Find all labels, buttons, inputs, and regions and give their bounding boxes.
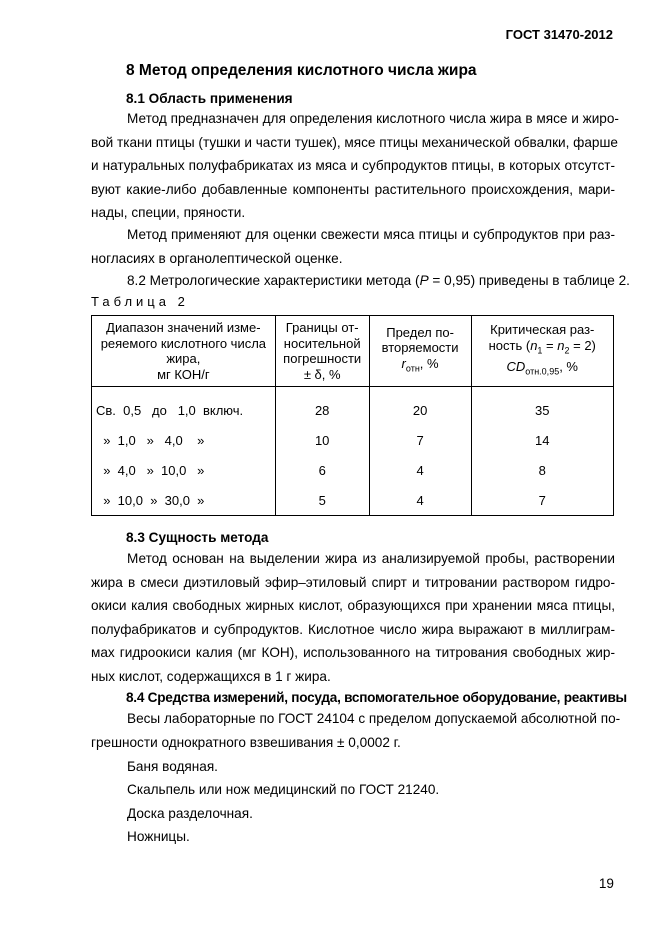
table-row xyxy=(92,455,614,485)
page-number: 19 xyxy=(598,876,614,891)
header-repeatability xyxy=(369,316,471,387)
header-line: реяемого кислотного числа xyxy=(100,335,267,351)
list-item: Доска разделочная. xyxy=(127,806,253,821)
text-line: ных кислот, содержащихся в 1 г жира. xyxy=(91,668,331,684)
header-line: ± δ, % xyxy=(303,366,341,382)
text-line: ногласиях в органолептической оценке. xyxy=(91,250,343,266)
range-cell: » 1,0 » 4,0 » xyxy=(92,425,276,455)
repeatability-cell: 7 xyxy=(369,425,471,455)
text-line: Метод применяют для оценки свежести мяса птицы и субпродуктов при раз- xyxy=(127,227,615,242)
repeatability-cell: 20 xyxy=(369,387,471,426)
header-line: Границы от- xyxy=(285,320,359,335)
table-2 xyxy=(91,315,614,516)
delta-cell: 10 xyxy=(275,425,369,455)
table-caption: Таблица 2 xyxy=(91,294,189,309)
section-8-title: 8 Метод определения кислотного числа жира xyxy=(126,62,477,79)
header-line: носительной xyxy=(283,335,361,351)
header-line: жира, xyxy=(166,351,201,366)
r-symbol: r xyxy=(401,355,406,371)
text-part: , % xyxy=(419,355,439,371)
range-cell: » 10,0 » 30,0 » xyxy=(92,485,276,516)
header-critical-range xyxy=(471,316,614,387)
text-part: , % xyxy=(559,358,578,374)
section-8-2-text xyxy=(127,273,630,288)
list-item: Баня водяная. xyxy=(127,759,218,774)
text-line: Весы лабораторные по ГОСТ 24104 с пределом допускаемой абсолютной по- xyxy=(127,711,621,726)
n-symbol: n xyxy=(530,337,538,353)
text-part: = xyxy=(542,337,558,353)
header-line: вторяемости xyxy=(381,340,459,356)
table-row xyxy=(92,485,614,516)
text-line: и натуральных полуфабрикатах из мяса и субпродуктов птицы, в которых отсутст- xyxy=(91,158,615,174)
subscript: 2 xyxy=(564,345,570,356)
repeatability-cell: 4 xyxy=(369,455,471,485)
text-part: 8.2 Метрологические характеристики метода ( xyxy=(127,273,420,288)
document-id: ГОСТ 31470-2012 xyxy=(505,27,613,42)
section-8-1-title: 8.1 Область применения xyxy=(126,91,293,106)
section-8-4-paragraph xyxy=(91,707,621,754)
section-8-3-title: 8.3 Сущность метода xyxy=(126,530,269,545)
header-line xyxy=(476,359,610,380)
critical-range-cell: 14 xyxy=(471,425,614,455)
header-line: погрешности xyxy=(283,351,362,366)
text-line: полуфабрикатов и субпродуктов. Кислотное число жира выражают в миллиграм- xyxy=(91,621,615,637)
header-range xyxy=(92,316,276,387)
text-line: грешности однократного взвешивания ± 0,0002 г. xyxy=(91,734,401,750)
section-8-3-paragraph xyxy=(91,547,615,689)
p-symbol: P xyxy=(419,273,429,288)
section-8-1-paragraph-2 xyxy=(91,223,615,270)
subscript: 1 xyxy=(537,345,543,356)
cd-symbol: CD xyxy=(506,358,526,374)
text-line: Метод предназначен для определения кислотного числа жира в мясе и жиро- xyxy=(127,111,619,126)
delta-cell: 6 xyxy=(275,455,369,485)
subscript: отн xyxy=(405,363,420,374)
header-line xyxy=(374,356,467,377)
n-symbol: n xyxy=(557,337,565,353)
text-part: = 0,95) приведены в таблице 2. xyxy=(428,273,630,288)
text-line: Метод основан на выделении жира из анализируемой пробы, растворении xyxy=(127,551,615,566)
table-row xyxy=(92,387,614,426)
text-line: окиси калия свободных жирных кислот, образующихся при хранении мяса птицы, xyxy=(91,598,615,614)
header-line xyxy=(476,338,610,359)
text-line: вой ткани птицы (тушки и части тушек), мясе птицы механической обвалки, фарше xyxy=(91,134,618,150)
header-line: Критическая раз- xyxy=(490,322,595,338)
delta-cell: 5 xyxy=(275,485,369,516)
range-cell: » 4,0 » 10,0 » xyxy=(92,455,276,485)
text-line: жира в смеси диэтиловый эфир–этиловый спирт и титровании раствором гидро- xyxy=(91,574,615,590)
list-item: Скальпель или нож медицинский по ГОСТ 21240. xyxy=(127,782,440,797)
section-8-4-title: 8.4 Средства измерений, посуда, вспомогательное оборудование, реактивы xyxy=(126,690,627,705)
critical-range-cell: 35 xyxy=(471,387,614,426)
list-item: Ножницы. xyxy=(127,829,190,844)
subscript: отн.0,95 xyxy=(525,366,560,377)
section-8-1-paragraph-1 xyxy=(91,107,619,225)
critical-range-cell: 7 xyxy=(471,485,614,516)
critical-range-cell: 8 xyxy=(471,455,614,485)
delta-cell: 28 xyxy=(275,387,369,426)
header-line: мг КОН/г xyxy=(157,366,210,382)
text-part: = 2) xyxy=(569,337,596,353)
header-line: Предел по- xyxy=(386,324,454,340)
text-part: ность ( xyxy=(488,337,531,353)
text-line: вуют какие-либо добавленные компоненты растительного происхождения, мари- xyxy=(91,181,615,197)
text-line: нады, специи, пряности. xyxy=(91,205,246,221)
header-delta xyxy=(275,316,369,387)
table-row xyxy=(92,425,614,455)
text-line: мах гидроокиси калия (мг КОН), использованного на титрования свободных жир- xyxy=(91,645,615,661)
repeatability-cell: 4 xyxy=(369,485,471,516)
range-cell: Св. 0,5 до 1,0 включ. xyxy=(92,387,276,426)
header-line: Диапазон значений изме- xyxy=(106,320,261,335)
